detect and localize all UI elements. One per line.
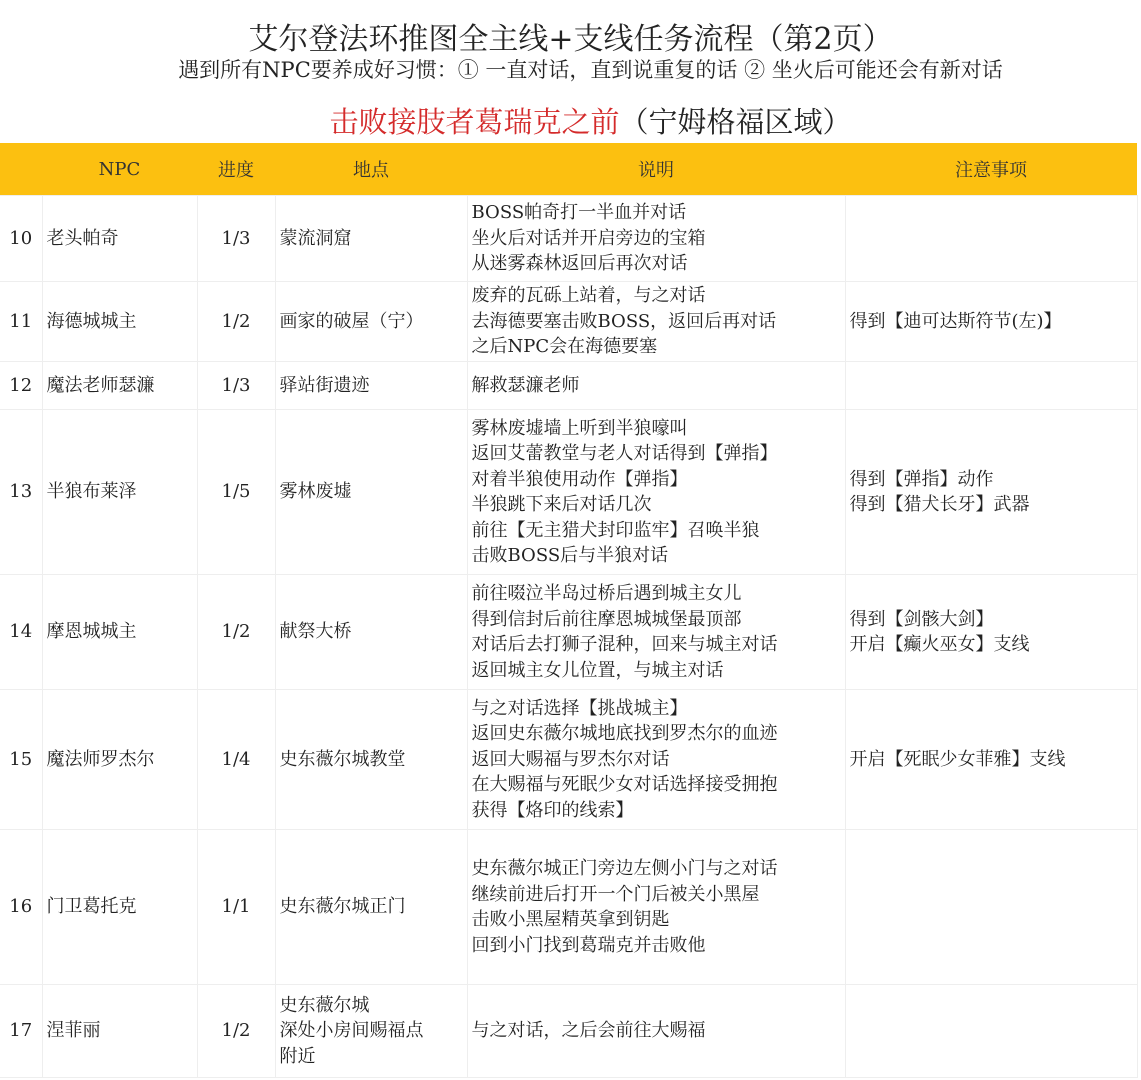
description-line: 坐火后对话并开启旁边的宝箱: [471, 227, 706, 249]
description-line: 在大赐福与死眠少女对话选择接受拥抱: [471, 774, 778, 796]
location: [275, 410, 467, 575]
location-line: 雾林废墟: [279, 481, 352, 503]
location: [275, 362, 467, 410]
header-description: 说明: [467, 143, 845, 196]
description-line: 半狼跳下来后对话几次: [471, 494, 652, 515]
description-line: 与之对话选择【挑战城主】: [471, 697, 688, 719]
table-row: [0, 282, 1137, 362]
location-line: 献祭大桥: [279, 621, 352, 643]
npc-name: 海德城城主: [42, 282, 197, 362]
table-row: [0, 830, 1137, 985]
description: [467, 575, 845, 690]
row-number: 13: [0, 410, 42, 575]
npc-name: 魔法师罗杰尔: [42, 690, 197, 830]
description: [467, 196, 845, 282]
row-number: 10: [0, 196, 42, 282]
description-line: 返回城主女儿位置，与城主对话: [471, 659, 724, 681]
progress: 1/4: [197, 690, 275, 830]
location-line: 附近: [279, 1045, 316, 1067]
description-line: 与之对话，之后会前往大赐福: [471, 1020, 706, 1042]
notes: [845, 196, 1137, 282]
location: [275, 282, 467, 362]
description-line: 之后NPC会在海德要塞: [471, 336, 658, 358]
description-line: 对着半狼使用动作【弹指】: [471, 468, 688, 490]
progress: 1/2: [197, 282, 275, 362]
description-line: 从迷雾森林返回后再次对话: [471, 253, 688, 275]
description-line: 得到信封后前往摩恩城城堡最顶部: [471, 608, 742, 630]
description-line: 返回艾蕾教堂与老人对话得到【弹指】: [471, 443, 778, 464]
description-line: 回到小门找到葛瑞克并击败他: [471, 934, 706, 956]
header-notes: 注意事项: [845, 143, 1137, 196]
location: [275, 196, 467, 282]
table-row: [0, 985, 1137, 1078]
notes: [845, 410, 1137, 575]
notes: [845, 575, 1137, 690]
quest-table: [0, 143, 1138, 1078]
header-progress: 进度: [197, 143, 275, 196]
npc-name: 半狼布莱泽: [42, 410, 197, 575]
progress: 1/3: [197, 362, 275, 410]
header-npc: NPC: [42, 143, 197, 196]
description-line: 击败小黑屋精英拿到钥匙: [471, 909, 670, 930]
description-line: 返回史东薇尔城地底找到罗杰尔的血迹: [471, 723, 778, 745]
description: [467, 410, 845, 575]
header-location: 地点: [275, 143, 467, 196]
location-line: 画家的破屋（宁）: [279, 310, 424, 332]
description-line: 对话后去打狮子混种，回来与城主对话: [471, 634, 778, 655]
row-number: 17: [0, 985, 42, 1078]
description-line: 解救瑟濂老师: [471, 374, 580, 396]
location-line: 史东薇尔城教堂: [279, 748, 406, 770]
description-line: 废弃的瓦砾上站着，与之对话: [471, 285, 706, 307]
npc-name: 摩恩城城主: [42, 575, 197, 690]
row-number: 11: [0, 282, 42, 362]
description-line: 获得【烙印的线索】: [471, 799, 634, 821]
npc-name: 魔法老师瑟濂: [42, 362, 197, 410]
progress: 1/2: [197, 575, 275, 690]
table-row: [0, 690, 1137, 830]
location: [275, 830, 467, 985]
section-heading: [0, 100, 1141, 141]
notes-line: 得到【弹指】动作: [849, 468, 994, 490]
npc-name: 涅菲丽: [42, 985, 197, 1078]
page-title: 艾尔登法环推图全主线+支线任务流程（第2页）: [248, 22, 893, 57]
table-row: [0, 196, 1137, 282]
description-line: 雾林废墟墙上听到半狼嚎叫: [471, 417, 688, 439]
table-header: [0, 143, 1137, 196]
location: [275, 690, 467, 830]
description-line: 前往【无主猎犬封印监牢】召唤半狼: [471, 519, 760, 541]
row-number: 16: [0, 830, 42, 985]
location-line: 深处小房间赐福点: [279, 1020, 424, 1042]
table-row: [0, 410, 1137, 575]
description-line: 击败BOSS后与半狼对话: [471, 545, 669, 566]
notes-line: 开启【癫火巫女】支线: [849, 634, 1030, 655]
notes: [845, 282, 1137, 362]
notes-line: 开启【死眠少女菲雅】支线: [849, 748, 1066, 770]
notes: [845, 830, 1137, 985]
progress: 1/3: [197, 196, 275, 282]
description-line: BOSS帕奇打一半血并对话: [471, 202, 687, 224]
description: [467, 985, 845, 1078]
notes: [845, 362, 1137, 410]
progress: 1/2: [197, 985, 275, 1078]
description-line: 前往啜泣半岛过桥后遇到城主女儿: [471, 583, 742, 604]
page-subtitle: 遇到所有NPC要养成好习惯：① 一直对话，直到说重复的话 ② 坐火后可能还会有新对话: [178, 58, 1003, 82]
notes-line: 得到【迪可达斯符节(左)】: [849, 310, 1062, 332]
description: [467, 830, 845, 985]
section-highlight: 击败接肢者葛瑞克之前: [329, 105, 620, 139]
location: [275, 985, 467, 1078]
progress: 1/5: [197, 410, 275, 575]
notes-line: 得到【剑骸大剑】: [849, 608, 994, 630]
section-region: （宁姆格福区域）: [619, 105, 852, 139]
description: [467, 362, 845, 410]
progress: 1/1: [197, 830, 275, 985]
row-number: 14: [0, 575, 42, 690]
notes: [845, 690, 1137, 830]
npc-name: 门卫葛托克: [42, 830, 197, 985]
location-line: 史东薇尔城: [279, 994, 370, 1016]
description: [467, 690, 845, 830]
location-line: 史东薇尔城正门: [279, 896, 406, 918]
description-line: 史东薇尔城正门旁边左侧小门与之对话: [471, 858, 778, 879]
location: [275, 575, 467, 690]
description-line: 继续前进后打开一个门后被关小黑屋: [471, 883, 760, 905]
description: [467, 282, 845, 362]
location-line: 蒙流洞窟: [279, 227, 352, 249]
row-number: 12: [0, 362, 42, 410]
npc-name: 老头帕奇: [42, 196, 197, 282]
table-row: [0, 575, 1137, 690]
notes-line: 得到【猎犬长牙】武器: [849, 494, 1030, 515]
header-num: [0, 143, 42, 196]
location-line: 驿站街遗迹: [279, 374, 370, 396]
table-row: [0, 362, 1137, 410]
description-line: 返回大赐福与罗杰尔对话: [471, 748, 670, 770]
notes: [845, 985, 1137, 1078]
row-number: 15: [0, 690, 42, 830]
description-line: 去海德要塞击败BOSS，返回后再对话: [471, 310, 777, 332]
